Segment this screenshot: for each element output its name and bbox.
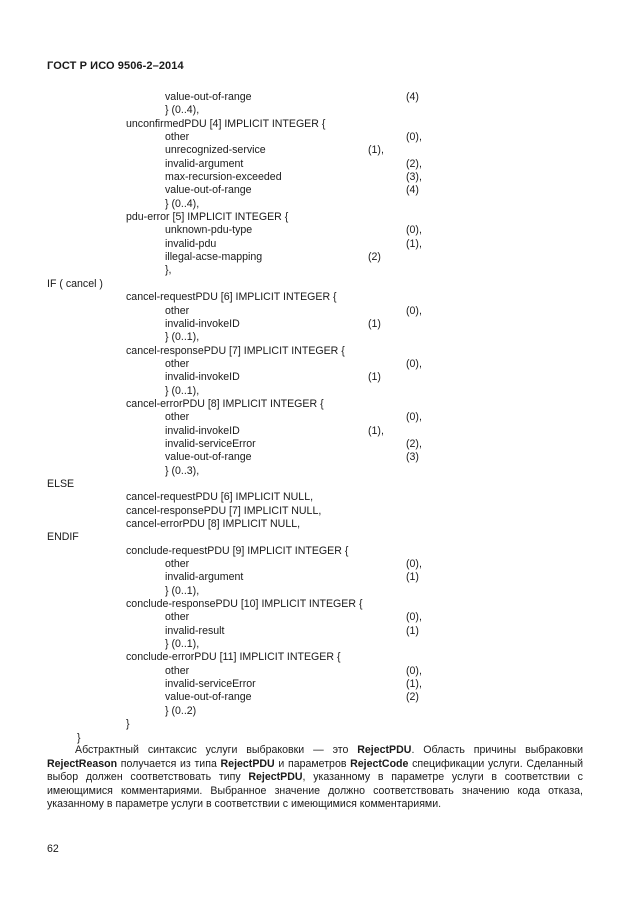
paragraph-text: [47, 744, 583, 812]
code-line-text: cancel-responsePDU [7] IMPLICIT NULL,: [126, 504, 322, 517]
code-line-text: unknown-pdu-type: [165, 224, 253, 237]
code-line-text: other: [165, 611, 190, 624]
code-line-value: (0),: [406, 664, 422, 677]
code-line-value: (0),: [406, 131, 422, 144]
code-line-text: other: [165, 131, 190, 144]
code-line-text: ELSE: [47, 477, 75, 490]
code-line-text: max-recursion-exceeded: [165, 171, 282, 184]
code-line: [0, 598, 630, 611]
code-line: [0, 278, 630, 291]
paragraph-segment: спецификации услуги. Сделанный выбор должен соответствовать типу: [47, 757, 583, 783]
code-line-text: } (0..4),: [165, 104, 200, 117]
code-line-text: cancel-requestPDU [6] IMPLICIT INTEGER {: [126, 291, 337, 304]
code-line-text: IF ( cancel ): [47, 277, 103, 290]
code-line: [0, 651, 630, 664]
code-line: [0, 665, 630, 678]
code-line-text: other: [165, 304, 190, 317]
paragraph-segment: Абстрактный синтаксис услуги выбраковки — это: [75, 744, 358, 756]
code-line-value: (0),: [406, 304, 422, 317]
code-line: [0, 264, 630, 277]
bold-term: RejectCode: [350, 757, 409, 770]
code-line-value: (1): [368, 317, 381, 330]
code-line: [0, 171, 630, 184]
code-line-value: (4): [406, 184, 419, 197]
code-line: [0, 625, 630, 638]
code-line-text: unconfirmedPDU [4] IMPLICIT INTEGER {: [126, 117, 326, 130]
code-line: [0, 425, 630, 438]
paragraph-segment: , указанному в параметре услуги в соответствии с имеющимися комментариями. Выбранное значение должно соответствовать значению кода отказа, указанному в параметре услуги в соответствии с имеющимися комментариями.: [47, 771, 583, 810]
page-number: 62: [47, 843, 59, 855]
code-line-value: (0),: [406, 558, 422, 571]
asn1-code-listing: [0, 91, 630, 745]
code-line: [0, 705, 630, 718]
bold-term: RejectPDU: [248, 771, 303, 783]
code-line-value: (1),: [406, 678, 422, 691]
code-line: [0, 131, 630, 144]
code-line-value: (2),: [406, 437, 422, 450]
bold-term: RejectReason: [47, 757, 118, 770]
code-line: [0, 518, 630, 531]
code-line: [0, 224, 630, 237]
code-line-text: other: [165, 411, 190, 424]
code-line-value: (2): [406, 691, 419, 704]
code-line: [0, 585, 630, 598]
code-line: [0, 478, 630, 491]
code-line-text: invalid-invokeID: [165, 424, 240, 437]
document-header: ГОСТ Р ИСО 9506-2–2014: [47, 60, 184, 72]
code-line-value: (3): [406, 451, 419, 464]
code-line-value: (0),: [406, 224, 422, 237]
code-line: [0, 158, 630, 171]
code-line-text: } (0..1),: [165, 331, 200, 344]
code-line-value: (1): [368, 371, 381, 384]
code-line: [0, 118, 630, 131]
code-line: [0, 198, 630, 211]
code-line: [0, 345, 630, 358]
code-line-text: ENDIF: [47, 531, 79, 544]
code-line-value: (2): [368, 251, 381, 264]
code-line: [0, 505, 630, 518]
code-line: [0, 398, 630, 411]
code-line: [0, 184, 630, 197]
code-line: [0, 678, 630, 691]
code-line-text: } (0..3),: [165, 464, 200, 477]
code-line: [0, 358, 630, 371]
code-line-text: conclude-responsePDU [10] IMPLICIT INTEGER {: [126, 598, 363, 611]
code-line-value: (1),: [368, 144, 384, 157]
bold-term: RejectPDU: [357, 744, 412, 756]
code-line-value: (0),: [406, 411, 422, 424]
code-line-text: } (0..2): [165, 704, 197, 717]
code-line-text: invalid-serviceError: [165, 437, 256, 450]
code-line: [0, 91, 630, 104]
bold-term: RejectPDU: [220, 757, 275, 770]
code-line-text: invalid-argument: [165, 571, 244, 584]
code-line: [0, 104, 630, 117]
code-line: [0, 451, 630, 464]
code-line-text: invalid-invokeID: [165, 317, 240, 330]
body-paragraph: [47, 744, 583, 812]
code-line-text: },: [165, 264, 172, 277]
code-line: [0, 638, 630, 651]
code-line-text: invalid-invokeID: [165, 371, 240, 384]
code-line-value: (1): [406, 571, 419, 584]
code-line-text: pdu-error [5] IMPLICIT INTEGER {: [126, 211, 289, 224]
paragraph-segment: получается из типа: [117, 757, 221, 770]
code-line-text: illegal-acse-mapping: [165, 251, 263, 264]
code-line: [0, 531, 630, 544]
code-line-value: (1),: [368, 424, 384, 437]
code-line: [0, 251, 630, 264]
code-line-text: cancel-errorPDU [8] IMPLICIT INTEGER {: [126, 397, 324, 410]
code-line-text: other: [165, 558, 190, 571]
code-line: [0, 732, 630, 745]
code-line: [0, 331, 630, 344]
code-line: [0, 558, 630, 571]
code-line-text: value-out-of-range: [165, 691, 252, 704]
code-line-text: unrecognized-service: [165, 144, 266, 157]
code-line-text: conclude-errorPDU [11] IMPLICIT INTEGER {: [126, 651, 341, 664]
code-line-text: cancel-responsePDU [7] IMPLICIT INTEGER {: [126, 344, 345, 357]
code-line: [0, 691, 630, 704]
code-line: [0, 305, 630, 318]
code-line-text: cancel-requestPDU [6] IMPLICIT NULL,: [126, 491, 314, 504]
code-line-value: (1),: [406, 237, 422, 250]
code-line: [0, 438, 630, 451]
paragraph-segment: и параметров: [274, 757, 351, 770]
code-line-value: (3),: [406, 171, 422, 184]
paragraph-segment: . Область причины выбраковки: [411, 744, 583, 756]
code-line: [0, 411, 630, 424]
code-line-value: (1): [406, 624, 419, 637]
code-line-text: value-out-of-range: [165, 451, 252, 464]
code-line-text: } (0..1),: [165, 638, 200, 651]
code-line-text: invalid-argument: [165, 157, 244, 170]
code-line-text: } (0..1),: [165, 584, 200, 597]
code-line-text: other: [165, 664, 190, 677]
code-line-value: (2),: [406, 157, 422, 170]
code-line-text: value-out-of-range: [165, 184, 252, 197]
code-line-text: value-out-of-range: [165, 91, 252, 103]
code-line: [0, 144, 630, 157]
code-line-text: conclude-requestPDU [9] IMPLICIT INTEGER {: [126, 544, 349, 557]
code-line: [0, 211, 630, 224]
code-line: [0, 385, 630, 398]
code-line-value: (0),: [406, 357, 422, 370]
code-line: [0, 545, 630, 558]
code-line-text: }: [77, 731, 81, 744]
code-line-text: invalid-result: [165, 624, 225, 637]
code-line: [0, 571, 630, 584]
code-line-text: } (0..1),: [165, 384, 200, 397]
code-line: [0, 465, 630, 478]
code-line-text: }: [126, 718, 130, 731]
code-line-text: other: [165, 357, 190, 370]
code-line: [0, 371, 630, 384]
code-line: [0, 491, 630, 504]
code-line: [0, 318, 630, 331]
code-line-value: (4): [406, 91, 419, 103]
code-line: [0, 291, 630, 304]
code-line-text: invalid-serviceError: [165, 678, 256, 691]
code-line: [0, 238, 630, 251]
code-line-text: invalid-pdu: [165, 237, 217, 250]
code-line-text: } (0..4),: [165, 197, 200, 210]
code-line-text: cancel-errorPDU [8] IMPLICIT NULL,: [126, 518, 301, 530]
code-line: [0, 611, 630, 624]
code-line: [0, 718, 630, 731]
code-line-value: (0),: [406, 611, 422, 624]
